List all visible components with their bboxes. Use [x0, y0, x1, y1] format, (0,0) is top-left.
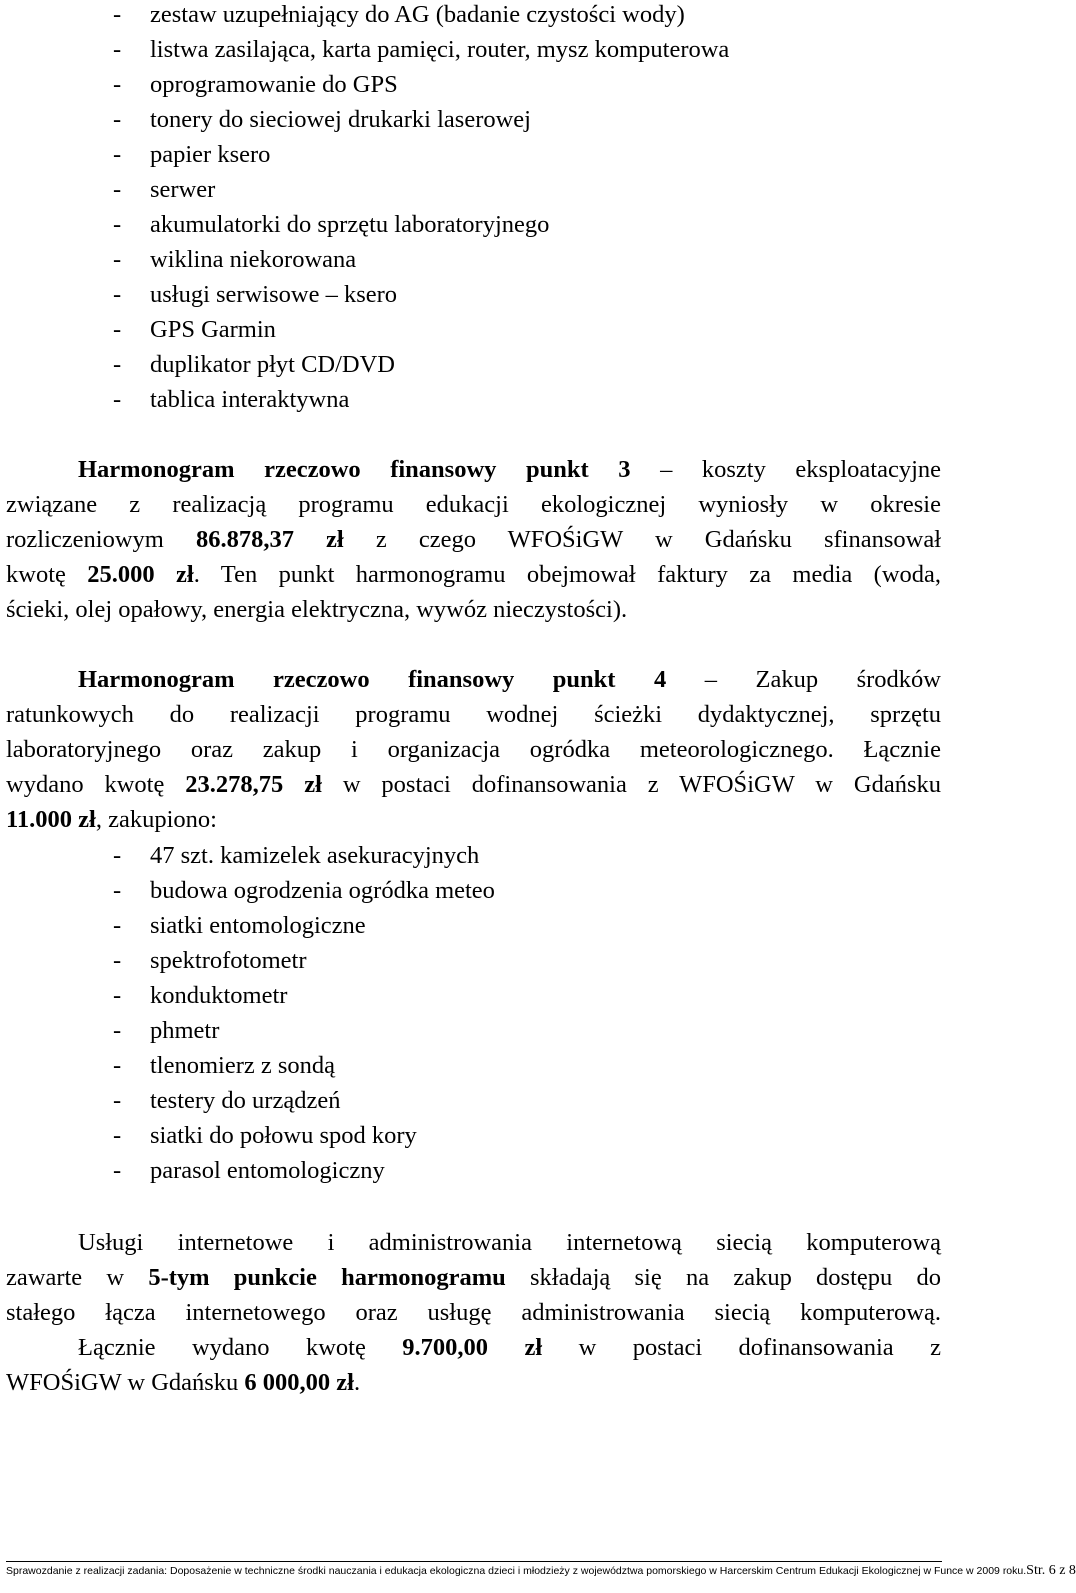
paragraph-line: wydano kwotę 23.278,75 zł w postaci dofinansowania z WFOŚiGW w Gdańsku — [6, 771, 941, 798]
list-dash: - — [113, 947, 122, 974]
list-dash: - — [113, 141, 122, 168]
list-item-text: listwa zasilająca, karta pamięci, router, mysz komputerowa — [150, 36, 730, 63]
list-dash: - — [113, 842, 122, 869]
list-item — [113, 312, 729, 347]
list-item — [113, 1153, 495, 1188]
list-item — [113, 1048, 495, 1083]
list-item-text: akumulatorki do sprzętu laboratoryjnego — [150, 211, 550, 238]
list-item-text: serwer — [150, 176, 216, 203]
list-dash: - — [113, 211, 122, 238]
list-item-text: siatki do połowu spod kory — [150, 1122, 417, 1149]
list-dash: - — [113, 982, 122, 1009]
paragraph-line: ratunkowych do realizacji programu wodnej ścieżki dydaktycznej, sprzętu — [6, 701, 941, 728]
list-dash: - — [113, 106, 122, 133]
list-item — [113, 0, 729, 32]
list-dash: - — [113, 1017, 122, 1044]
paragraph-line: Harmonogram rzeczowo finansowy punkt 4 – Zakup środków — [78, 666, 942, 693]
list-item-text: wiklina niekorowana — [150, 246, 357, 273]
paragraph-line: Usługi internetowe i administrowania internetową siecią komputerową — [78, 1229, 941, 1256]
list-item-text: GPS Garmin — [150, 316, 276, 343]
list-item — [113, 908, 495, 943]
paragraph-line: WFOŚiGW w Gdańsku 6 000,00 zł. — [6, 1369, 361, 1396]
list-item — [113, 207, 729, 242]
equipment-list-1 — [113, 0, 729, 417]
list-item — [113, 943, 495, 978]
list-dash: - — [113, 246, 122, 273]
amount: 9.700,00 zł — [402, 1334, 543, 1361]
footer-text: Sprawozdanie z realizacji zadania: Doposażenie w techniczne środki nauczania i edukacja ekologiczna dzieci i młodzieży z województwa pomorskiego w Harcerskim Centrum Edukacji Ekologicznej w Funce w 2009 roku. — [6, 1565, 1027, 1577]
section-reference: 5-tym punkcie harmonogramu — [148, 1264, 506, 1291]
list-dash: - — [113, 386, 122, 413]
amount: 6 000,00 zł — [244, 1369, 354, 1396]
list-dash: - — [113, 1122, 122, 1149]
list-item — [113, 1083, 495, 1118]
list-item-text: tonery do sieciowej drukarki laserowej — [150, 106, 531, 133]
list-dash: - — [113, 1052, 122, 1079]
amount: 23.278,75 zł — [185, 771, 322, 798]
list-item — [113, 242, 729, 277]
paragraph-line: 11.000 zł, zakupiono: — [6, 806, 217, 833]
list-dash: - — [113, 1157, 122, 1184]
paragraph-line: rozliczeniowym 86.878,37 zł z czego WFOŚiGW w Gdańsku sfinansował — [6, 526, 942, 553]
list-item-text: parasol entomologiczny — [150, 1157, 385, 1184]
list-item-text: duplikator płyt CD/DVD — [150, 351, 395, 378]
list-item — [113, 1013, 495, 1048]
paragraph-line: stałego łącza internetowego oraz usługę administrowania siecią komputerową. — [6, 1299, 941, 1326]
section-heading: Harmonogram rzeczowo finansowy punkt 4 — [78, 666, 667, 693]
list-item-text: konduktometr — [150, 982, 288, 1009]
list-dash: - — [113, 281, 122, 308]
paragraph-line: ścieki, olej opałowy, energia elektryczna, wywóz nieczystości). — [6, 596, 628, 623]
page-number: Str. 6 z 8 — [1026, 1563, 1076, 1578]
list-item — [113, 277, 729, 312]
paragraph-line: kwotę 25.000 zł. Ten punkt harmonogramu obejmował faktury za media (woda, — [6, 561, 942, 588]
list-item-text: 47 szt. kamizelek asekuracyjnych — [150, 842, 480, 869]
list-dash: - — [113, 316, 122, 343]
list-item — [113, 347, 729, 382]
amount: 25.000 zł — [87, 561, 194, 588]
paragraph-punkt-5 — [6, 1225, 941, 1400]
paragraph-line: Harmonogram rzeczowo finansowy punkt 3 – koszty eksploatacyjne — [78, 456, 942, 483]
paragraph-line: związane z realizacją programu edukacji ekologicznej wyniosły w okresie — [6, 491, 941, 518]
section-heading: Harmonogram rzeczowo finansowy punkt 3 — [78, 456, 631, 483]
list-dash: - — [113, 1, 122, 28]
list-item-text: phmetr — [150, 1017, 220, 1044]
list-item — [113, 838, 495, 873]
paragraph-punkt-4 — [6, 662, 941, 837]
paragraph-line: Łącznie wydano kwotę 9.700,00 zł w postaci dofinansowania z — [78, 1334, 941, 1361]
list-item-text: usługi serwisowe – ksero — [150, 281, 398, 308]
list-dash: - — [113, 1087, 122, 1114]
list-item — [113, 873, 495, 908]
list-item — [113, 382, 729, 417]
list-item — [113, 102, 729, 137]
list-dash: - — [113, 351, 122, 378]
list-item — [113, 978, 495, 1013]
list-item-text: budowa ogrodzenia ogródka meteo — [150, 877, 495, 904]
list-item-text: testery do urządzeń — [150, 1087, 341, 1114]
list-item-text: tablica interaktywna — [150, 386, 350, 413]
equipment-list-2 — [113, 838, 495, 1188]
list-item-text: papier ksero — [150, 141, 271, 168]
list-item — [113, 137, 729, 172]
list-item — [113, 67, 729, 102]
paragraph-line: zawarte w 5-tym punkcie harmonogramu składają się na zakup dostępu do — [6, 1264, 942, 1291]
amount: 11.000 zł — [6, 806, 96, 833]
paragraph-line: laboratoryjnego oraz zakup i organizacja ogródka meteorologicznego. Łącznie — [6, 736, 941, 763]
list-item — [113, 32, 729, 67]
list-item-text: spektrofotometr — [150, 947, 307, 974]
list-dash: - — [113, 912, 122, 939]
list-item-text: siatki entomologiczne — [150, 912, 366, 939]
list-item-text: oprogramowanie do GPS — [150, 71, 398, 98]
list-dash: - — [113, 877, 122, 904]
list-dash: - — [113, 71, 122, 98]
page-footer — [6, 1561, 1076, 1578]
list-dash: - — [113, 36, 122, 63]
list-item — [113, 172, 729, 207]
list-item — [113, 1118, 495, 1153]
amount: 86.878,37 zł — [195, 526, 344, 553]
list-item-text: zestaw uzupełniający do AG (badanie czystości wody) — [150, 1, 685, 28]
list-item-text: tlenomierz z sondą — [150, 1052, 336, 1079]
paragraph-punkt-3 — [6, 452, 941, 627]
list-dash: - — [113, 176, 122, 203]
